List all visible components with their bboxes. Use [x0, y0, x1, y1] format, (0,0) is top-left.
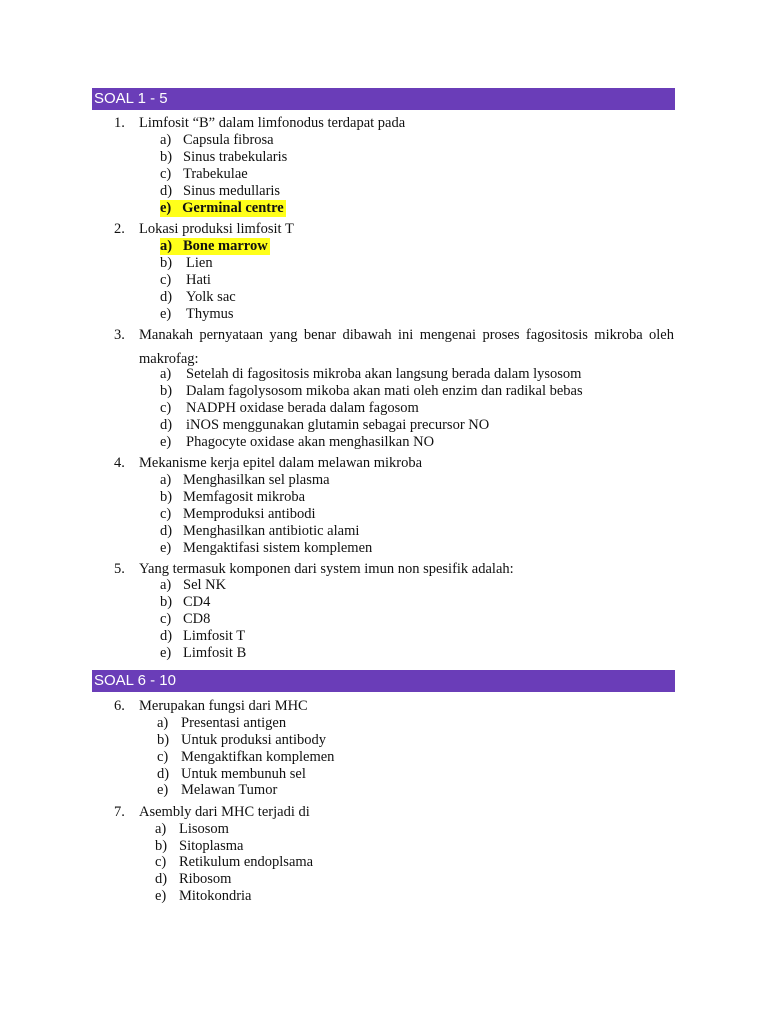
question-text: Limfosit “B” dalam limfonodus terdapat pada [139, 115, 406, 131]
option-letter: c) [160, 400, 172, 416]
option-letter: e) [160, 306, 172, 322]
question-text: Merupakan fungsi dari MHC [139, 698, 308, 714]
option-text: CD4 [183, 594, 211, 610]
option-text: Phagocyte oxidase akan menghasilkan NO [186, 434, 435, 450]
option-letter: b) [160, 255, 173, 271]
option-text: Lisosom [179, 821, 229, 837]
option-text: Mitokondria [179, 888, 252, 904]
option-text: Menghasilkan antibiotic alami [183, 523, 360, 539]
option-letter: a) [160, 366, 172, 382]
option-text: Untuk membunuh sel [181, 766, 306, 782]
option-letter: d) [160, 183, 173, 199]
option-text: Bone marrow [182, 238, 268, 254]
option-letter: e) [160, 645, 172, 661]
option-text: Sitoplasma [179, 838, 244, 854]
option-letter: d) [160, 628, 173, 644]
option-text: NADPH oxidase berada dalam fagosom [186, 400, 419, 416]
option-letter: c) [160, 611, 172, 627]
section-header-1: SOAL 1 - 5 [92, 88, 675, 110]
option-text: Memproduksi antibodi [183, 506, 316, 522]
option-text: Lien [186, 255, 213, 271]
option-letter: a) [160, 238, 173, 254]
option-text: Sel NK [183, 577, 227, 593]
option-letter: b) [155, 838, 168, 854]
option-letter: a) [160, 472, 172, 488]
option-letter: b) [160, 594, 173, 610]
option-text: Hati [186, 272, 211, 288]
option-letter: e) [160, 540, 172, 556]
option-letter: a) [155, 821, 167, 837]
option-text: Yolk sac [186, 289, 236, 305]
option-letter: e) [157, 782, 169, 798]
question-text: Yang termasuk komponen dari system imun non spesifik adalah: [139, 561, 514, 577]
option-text: Germinal centre [182, 200, 284, 216]
question-number: 6. [114, 698, 125, 714]
option-text: Sinus medullaris [183, 183, 281, 199]
section-header-2: SOAL 6 - 10 [92, 670, 675, 692]
option-text: Retikulum endoplsama [179, 854, 314, 870]
option-letter: c) [157, 749, 169, 765]
question-number: 5. [114, 561, 125, 577]
option-text: Dalam fagolysosom mikoba akan mati oleh enzim dan radikal bebas [186, 383, 583, 399]
question-number: 7. [114, 804, 125, 820]
question-text: Mekanisme kerja epitel dalam melawan mikroba [139, 455, 423, 471]
option-text: Memfagosit mikroba [183, 489, 306, 505]
option-letter: c) [160, 506, 172, 522]
option-letter: c) [160, 272, 172, 288]
option-letter: c) [160, 166, 172, 182]
option-letter: d) [157, 766, 170, 782]
question-number: 1. [114, 115, 125, 131]
option-text: Capsula fibrosa [183, 132, 274, 148]
option-letter: a) [160, 577, 172, 593]
option-text: Limfosit B [183, 645, 247, 661]
highlighted-answer [160, 200, 286, 217]
option-letter: e) [160, 200, 172, 216]
option-letter: a) [160, 132, 172, 148]
option-text: Thymus [186, 306, 234, 322]
option-letter: d) [160, 289, 173, 305]
option-letter: d) [155, 871, 168, 887]
question-text: Lokasi produksi limfosit T [139, 221, 294, 237]
option-letter: e) [160, 434, 172, 450]
question-number: 4. [114, 455, 125, 471]
question-number: 3. [114, 327, 125, 343]
option-text: CD8 [183, 611, 211, 627]
option-text: Untuk produksi antibody [181, 732, 326, 748]
option-text: Ribosom [179, 871, 232, 887]
option-text: Setelah di fagositosis mikroba akan langsung berada dalam lysosom [186, 366, 582, 382]
option-text: Presentasi antigen [181, 715, 287, 731]
option-text: Melawan Tumor [181, 782, 278, 798]
option-text: iNOS menggunakan glutamin sebagai precursor NO [186, 417, 490, 433]
option-text: Menghasilkan sel plasma [183, 472, 330, 488]
question-text: Manakah pernyataan yang benar dibawah ini mengenai proses fagositosis mikroba oleh makrofag: [139, 327, 674, 367]
option-letter: b) [160, 383, 173, 399]
option-letter: b) [160, 489, 173, 505]
option-letter: d) [160, 417, 173, 433]
highlighted-answer [160, 238, 270, 255]
option-letter: d) [160, 523, 173, 539]
option-text: Sinus trabekularis [183, 149, 288, 165]
question-text: Asembly dari MHC terjadi di [139, 804, 310, 820]
option-letter: b) [160, 149, 173, 165]
question-number: 2. [114, 221, 125, 237]
option-text: Mengaktifkan komplemen [181, 749, 335, 765]
option-letter: c) [155, 854, 167, 870]
option-letter: b) [157, 732, 170, 748]
option-letter: a) [157, 715, 169, 731]
option-text: Trabekulae [183, 166, 248, 182]
option-text: Mengaktifasi sistem komplemen [183, 540, 373, 556]
option-text: Limfosit T [183, 628, 246, 644]
option-letter: e) [155, 888, 167, 904]
